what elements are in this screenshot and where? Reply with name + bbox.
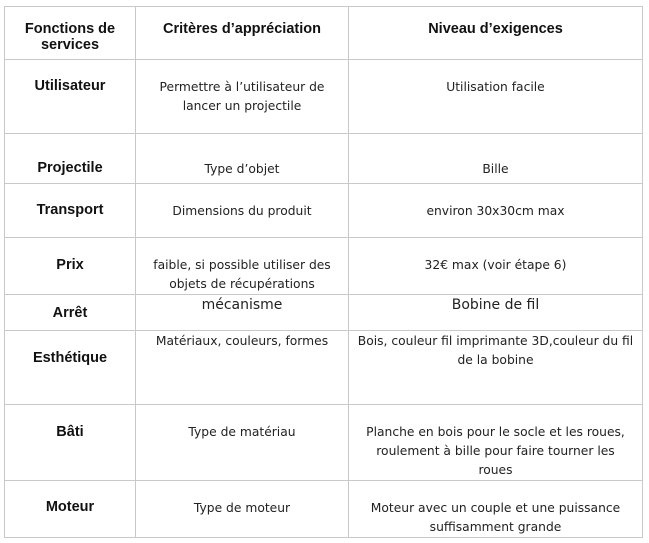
table-row	[5, 184, 643, 238]
row-fonction: Transport	[36, 202, 104, 218]
row-fonction: Prix	[56, 257, 84, 273]
row-niveau: environ 30x30cm max	[426, 204, 565, 218]
row-critere: Type de matériau	[188, 425, 296, 439]
row-critere: Permettre à l’utilisateur de lancer un projectile	[159, 80, 325, 113]
row-fonction: Arrêt	[52, 305, 88, 321]
table-row	[5, 60, 643, 134]
header-criteres: Critères d’appréciation	[136, 7, 349, 60]
table-row	[5, 134, 643, 184]
row-critere: faible, si possible utiliser des objets de récupérations	[153, 258, 331, 291]
row-fonction: Esthétique	[32, 350, 108, 366]
header-row	[5, 7, 643, 60]
row-niveau: Bille	[482, 162, 509, 176]
row-fonction: Projectile	[37, 160, 103, 176]
row-critere: Matériaux, couleurs, formes	[155, 334, 329, 348]
header-niveau: Niveau d’exigences	[349, 7, 643, 60]
row-niveau: Planche en bois pour le socle et les roues, roulement à bille pour faire tourner les roues	[366, 425, 625, 477]
row-fonction: Bâti	[56, 424, 84, 440]
row-niveau: Utilisation facile	[446, 80, 545, 94]
table-row	[5, 481, 643, 538]
specifications-table	[4, 6, 643, 538]
table-row	[5, 405, 643, 481]
table-row	[5, 295, 643, 331]
table-row	[5, 331, 643, 405]
table-row	[5, 238, 643, 295]
row-niveau: Moteur avec un couple et une puissance suffisamment grande	[370, 501, 621, 534]
row-niveau: Bobine de fil	[451, 297, 540, 313]
header-fonctions: Fonctions de services	[5, 7, 136, 60]
row-critere: Type d’objet	[204, 162, 280, 176]
row-niveau: Bois, couleur fil imprimante 3D,couleur du fil de la bobine	[357, 334, 634, 367]
row-critere: Type de moteur	[193, 501, 291, 515]
row-critere: Dimensions du produit	[172, 204, 312, 218]
row-fonction: Moteur	[45, 499, 95, 515]
row-critere: mécanisme	[201, 297, 283, 313]
row-niveau: 32€ max (voir étape 6)	[424, 258, 567, 272]
row-fonction: Utilisateur	[34, 78, 106, 94]
